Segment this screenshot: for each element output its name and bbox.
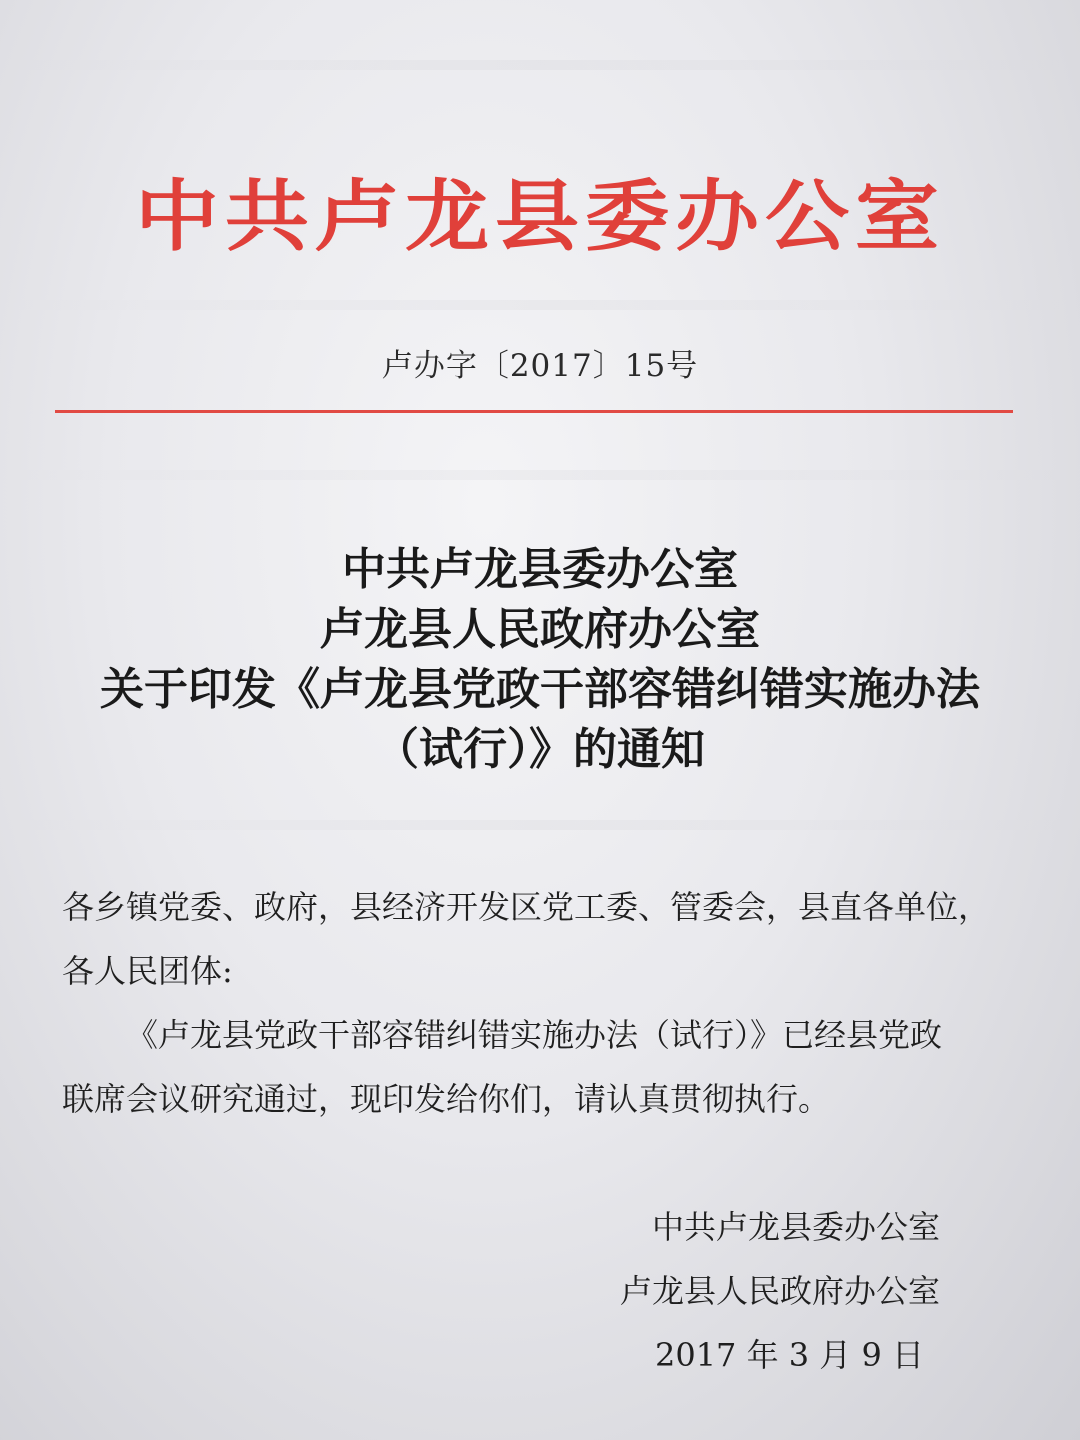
recipients-line-2: 各人民团体:	[62, 952, 233, 990]
bleed-through-shadow	[0, 820, 1080, 830]
title-line-1: 中共卢龙县委办公室	[342, 544, 738, 595]
bleed-through-shadow	[0, 300, 1080, 310]
notice-title	[40, 540, 1040, 780]
title-line-3: 关于印发《卢龙县党政干部容错纠错实施办法	[100, 664, 980, 715]
bleed-through-shadow	[0, 470, 1080, 480]
notice-body	[62, 875, 1022, 1131]
document-number: 卢办字〔2017〕15号	[381, 348, 699, 384]
issuer-1: 中共卢龙县委办公室	[651, 1208, 940, 1246]
title-line-4: （试行）》的通知	[375, 724, 705, 775]
issuer-2: 卢龙县人民政府办公室	[619, 1272, 940, 1310]
issue-date: 2017 年 3 月 9 日	[654, 1336, 924, 1374]
title-line-2: 卢龙县人民政府办公室	[320, 604, 760, 655]
paragraph-line-2: 联席会议研究通过，现印发给你们，请认真贯彻执行。	[62, 1080, 831, 1118]
recipients-line-1: 各乡镇党委、政府，县经济开发区党工委、管委会，县直各单位，	[62, 888, 991, 926]
red-divider-line	[55, 410, 1013, 413]
masthead-title: 中共卢龙县委办公室	[134, 171, 945, 262]
signature-block	[620, 1195, 940, 1387]
bleed-through-shadow	[0, 60, 1080, 70]
paragraph-line-1: 《卢龙县党政干部容错纠错实施办法（试行）》已经县党政	[126, 1016, 943, 1054]
